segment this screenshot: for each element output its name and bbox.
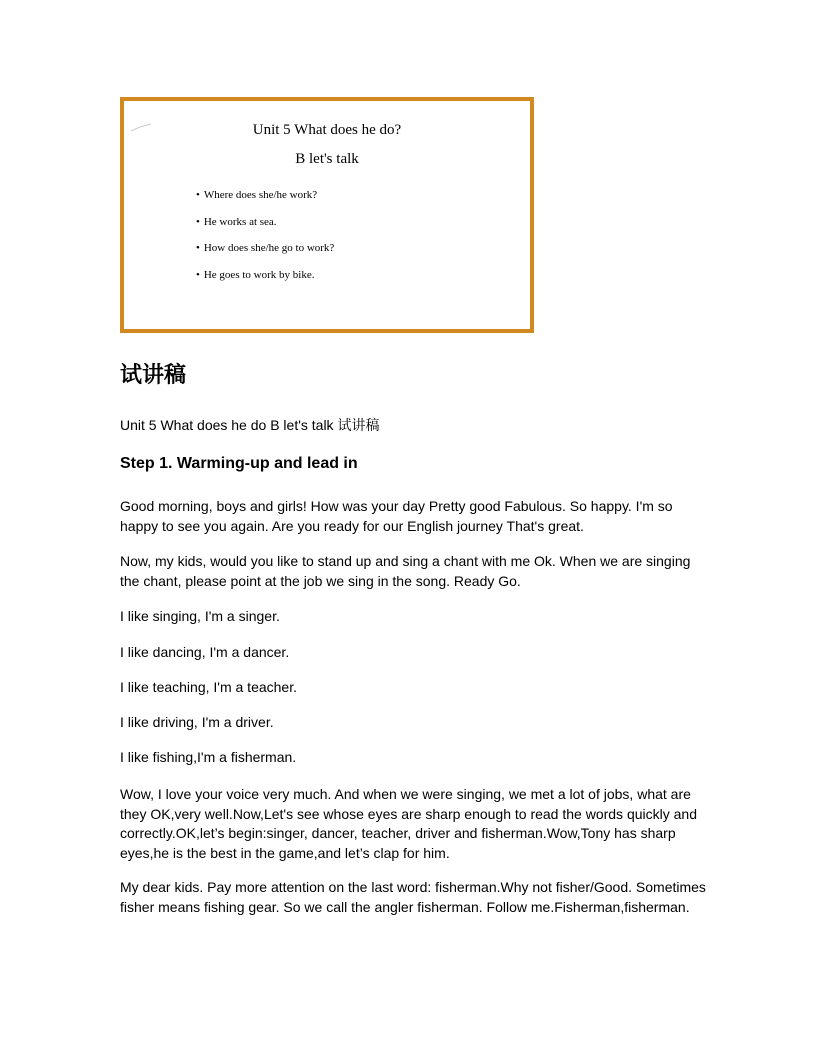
paragraph-game: Wow, I love your voice very much. And when we were singing, we met a lot of jobs, what are they OK,very well.Now,Let's see whose eyes are sharp enough to read the words quickly and correctly.OK,let’s begin:singer, dancer, teacher, driver and fisherman.Wow,Tony has sharp eyes,he is the best in the game,and let’s clap for him. xyxy=(120,786,697,861)
bullet-dot-icon: • xyxy=(196,215,200,228)
paragraph-chant-line: I like fishing,I'm a fisherman. xyxy=(120,749,297,765)
slide-bullet-text: Where does she/he work? xyxy=(203,189,318,201)
slide-bullet xyxy=(196,214,334,241)
paragraph-fisherman: My dear kids. Pay more attention on the last word: fisherman.Why not fisher/Good. Sometimes fisher means fishing gear. So we call the angler fisherman. Follow me.Fisherman,fisherman. xyxy=(120,879,706,915)
slide-bullet-list xyxy=(196,187,334,293)
slide-bullet xyxy=(196,187,334,214)
document-heading: 试讲稿 xyxy=(120,363,187,388)
paragraph-chant-intro: Now, my kids, would you like to stand up and sing a chant with me Ok. When we are singing the chant, please point at the job we sing in the song. Ready Go. xyxy=(120,553,691,589)
paragraph-chant-line: I like driving, I'm a driver. xyxy=(120,714,274,730)
paragraph-chant-line: I like singing, I'm a singer. xyxy=(120,608,280,624)
document-subtitle: Unit 5 What does he do B let's talk 试讲稿 xyxy=(120,417,380,433)
slide-subtitle: B let's talk xyxy=(295,151,359,167)
slide-title: Unit 5 What does he do? xyxy=(252,122,402,138)
paragraph-chant-line: I like dancing, I'm a dancer. xyxy=(120,644,290,660)
slide-bullet-text: How does she/he go to work? xyxy=(203,242,335,254)
bullet-dot-icon: • xyxy=(196,268,200,281)
paragraph-chant-line: I like teaching, I'm a teacher. xyxy=(120,679,297,695)
step1-heading: Step 1. Warming-up and lead in xyxy=(120,455,358,472)
bullet-dot-icon: • xyxy=(196,189,200,201)
slide-bullet xyxy=(196,267,334,294)
bullet-dot-icon: • xyxy=(196,242,200,254)
slide-image xyxy=(120,97,534,333)
paragraph-greeting: Good morning, boys and girls! How was your day Pretty good Fabulous. So happy. I'm so happy to see you again. Are you ready for our English journey That's great. xyxy=(120,498,673,534)
slide-bullet-text: He goes to work by bike. xyxy=(203,268,315,281)
slide-bullet-text: He works at sea. xyxy=(203,215,277,228)
slide-bullet xyxy=(196,240,334,267)
